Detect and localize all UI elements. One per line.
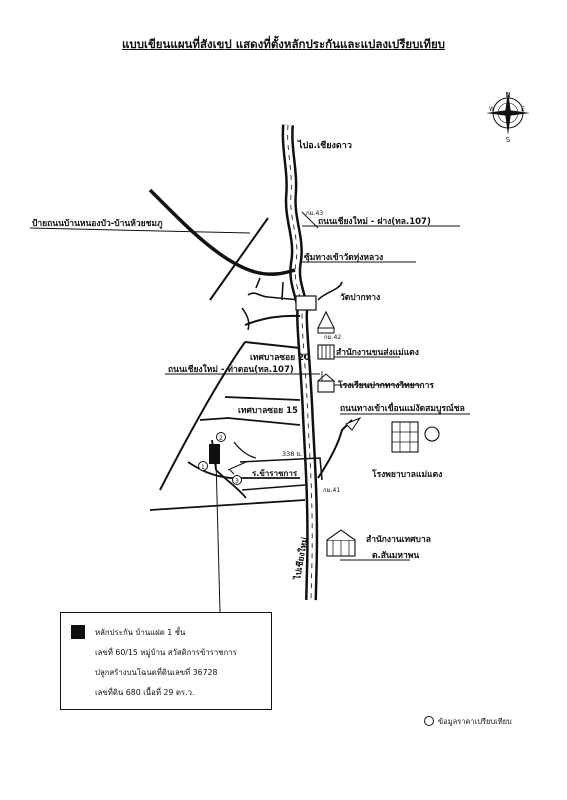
hospital-icon [392,422,439,452]
legend-box [60,612,272,710]
note-text: ข้อมูลราคาเปรียบเทียบ [438,717,512,726]
label-school: โรงเรียนปากทางวิทยาการ [338,381,434,391]
label-km41: กม.41 [323,487,341,494]
transport-office-icon [318,345,334,359]
marker-2: 2 [219,435,223,442]
label-municipal-office: สำนักงานเทศบาล [366,535,431,545]
label-sign-nong-bua: ป้ายถนนบ้านหนองบัว-บ้านห้วยชมภู [32,219,163,229]
label-to-chiang-dao: ไปอ.เชียงดาว [298,141,352,151]
label-junction-wat: ซุ้มทางเข้าวัดทุ่งหลวง [304,253,384,263]
label-road-chm-tha-ton: ถนนเชียงใหม่ - ท่าตอน(ทล.107) [168,365,294,375]
label-km43: กม.43 [306,210,324,217]
label-soi20: เทศบาลซอย 20 [250,353,310,363]
map-title: แบบเขียนแผนที่สังเขป แสดงที่ตั้งหลักประกันและแปลงเปรียบเทียบ [122,37,445,51]
comparison-note [424,716,512,728]
label-san-maha-phon: ต.สันมหาพน [372,551,420,561]
label-hospital: โรงพยาบาลแม่แตง [372,470,443,480]
legend-line-3: ปลูกสร้างบนโฉนดที่ดินเลขที่ 36728 [95,668,218,677]
marker-3: 3 [235,478,239,485]
label-distance: 338 ม. [282,450,303,458]
compass-n: N [505,91,511,99]
compass-rose-icon [486,91,530,144]
school-icon [318,371,334,392]
label-km42: กม.42 [324,334,342,341]
compass-w: W [489,106,495,113]
label-to-chiang-mai: ไปเชียงใหม่ [293,536,311,581]
label-road-chm-fang: ถนนเชียงใหม่ - ฝาง(ทล.107) [318,217,431,227]
marker-1: 1 [201,464,205,471]
legend-line-2: เลขที่ 60/15 หมู่บ้าน สวัสดิการข้าราชการ [95,648,237,657]
label-transport-office: สำนักงานขนส่งแม่แตง [336,348,419,358]
label-soi15: เทศบาลซอย 15 [238,406,298,416]
compass-s: S [505,136,511,144]
circle-icon [424,716,434,726]
collateral-square-icon [71,625,85,639]
label-wat-pak-thang: วัดปากทาง [340,293,381,303]
label-dam-road: ถนนทางเข้าเขื่อนแม่งัดสมบูรณ์ชล [340,404,465,414]
legend-line-1: หลักประกัน บ้านแฝด 1 ชั้น [95,628,186,637]
legend-line-4: เลขที่ดิน 680 เนื้อที่ 29 ตร.ว. [95,688,195,697]
temple-icon [318,312,334,333]
municipal-office-icon [327,530,355,556]
compass-e: E [521,106,525,113]
collateral-marker [209,444,220,464]
label-gov-housing: ร.ข้าราชการ [252,469,298,478]
